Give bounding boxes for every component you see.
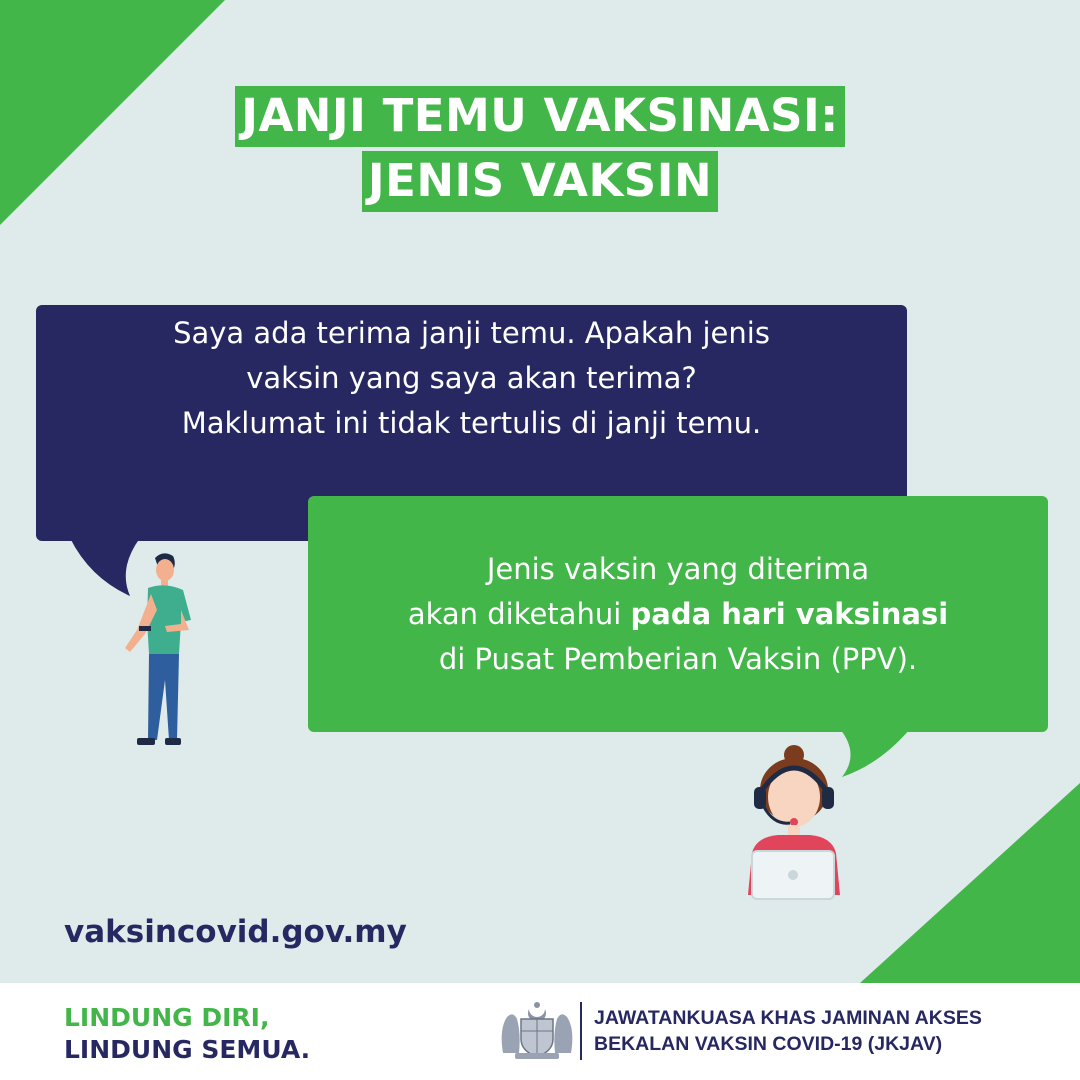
- footer-divider: [580, 1002, 582, 1060]
- question-line-3: Maklumat ini tidak tertulis di janji temu.: [181, 405, 762, 440]
- answer-line-2-prefix: akan diketahui: [407, 596, 631, 631]
- org-line-2: BEKALAN VAKSIN COVID-19 (JKJAV): [594, 1033, 943, 1055]
- malaysia-coat-of-arms-icon: [497, 999, 577, 1061]
- title-line-2: JENIS VAKSIN: [362, 151, 718, 212]
- man-with-phone-illustration: [115, 550, 205, 760]
- answer-line-2-bold: pada hari vaksinasi: [630, 596, 949, 631]
- question-text: [143, 311, 800, 446]
- answer-line-3: di Pusat Pemberian Vaksin (PPV).: [438, 641, 918, 676]
- slogan: [64, 1002, 310, 1066]
- call-center-agent-illustration: [738, 745, 848, 905]
- answer-text: [378, 547, 978, 682]
- slogan-line-2: LINDUNG SEMUA.: [64, 1035, 311, 1064]
- org-line-1: JAWATANKUASA KHAS JAMINAN AKSES: [594, 1007, 982, 1029]
- bottom-right-green-triangle: [850, 783, 1080, 983]
- question-line-1: Saya ada terima janji temu. Apakah jenis: [173, 315, 770, 350]
- question-line-2: vaksin yang saya akan terima?: [246, 360, 697, 395]
- slogan-line-1: LINDUNG DIRI,: [64, 1003, 270, 1032]
- answer-bubble-box: [308, 496, 1048, 732]
- title-line-1: JANJI TEMU VAKSINASI:: [235, 86, 845, 147]
- website-link[interactable]: vaksincovid.gov.my: [64, 914, 407, 950]
- answer-line-1: Jenis vaksin yang diterima: [486, 551, 870, 586]
- page-title: [0, 86, 1080, 212]
- organisation-name: [594, 1005, 982, 1057]
